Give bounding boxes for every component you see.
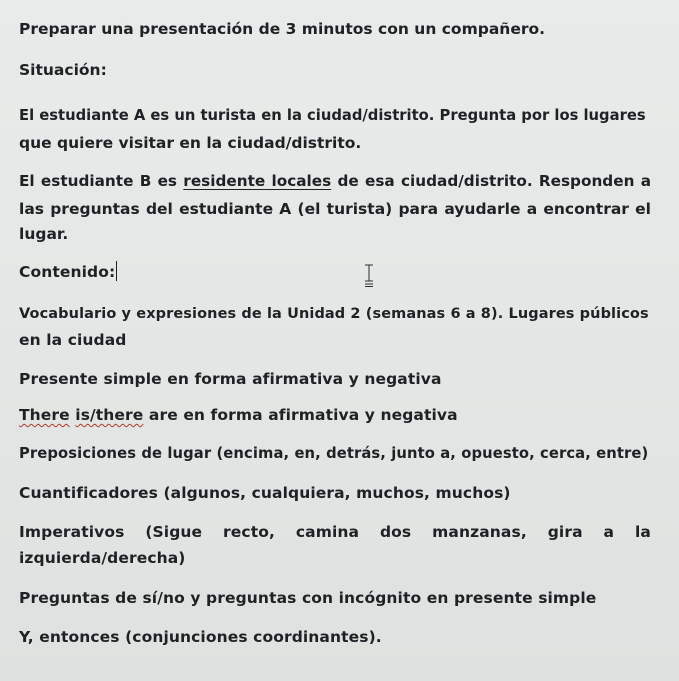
item-imperatives-line-1: Imperativos (Sigue recto, camina dos manzanas, gira a la (19, 523, 651, 541)
content-heading-label: Contenido: (19, 263, 116, 281)
item-vocabulary-line-1: Vocabulario y expresiones de la Unidad 2 (semanas 6 a 8). Lugares públicos (19, 306, 649, 322)
item-vocabulary-line-2: en la ciudad (19, 331, 127, 349)
item-quantifiers: Cuantificadores (algunos, cualquiera, muchos, muchos) (19, 484, 511, 502)
item-imperatives-line-2: izquierda/derecha) (19, 549, 186, 567)
item-conjunctions: Y, entonces (conjunciones coordinantes). (19, 628, 382, 646)
content-heading (19, 261, 651, 282)
spell-flagged-word: There (19, 406, 70, 424)
student-b-text: de esa ciudad/distrito. Responden a (331, 172, 651, 190)
text-cursor-icon (362, 264, 376, 290)
item-questions: Preguntas de sí/no y preguntas con incógnito en presente simple (19, 589, 597, 607)
item-there-is-rest: are en forma afirmativa y negativa (143, 406, 458, 424)
student-a-line-2: que quiere visitar en la ciudad/distrito. (19, 134, 362, 152)
situation-heading: Situación: (19, 61, 107, 79)
student-b-line-3: lugar. (19, 225, 69, 243)
item-prepositions: Preposiciones de lugar (encima, en, detrás, junto a, opuesto, cerca, entre) (19, 445, 649, 462)
student-a-line-1: El estudiante A es un turista en la ciudad/distrito. Pregunta por los lugares (19, 107, 646, 124)
student-b-text: El estudiante B es (19, 172, 184, 190)
student-b-line-1 (19, 171, 651, 191)
item-present-simple: Presente simple en forma afirmativa y negativa (19, 370, 442, 388)
student-b-line-2: las preguntas del estudiante A (el turista) para ayudarle a encontrar el (19, 200, 651, 218)
underlined-phrase: residente locales (183, 172, 332, 190)
document-title: Preparar una presentación de 3 minutos con un compañero. (19, 20, 546, 38)
item-there-is (19, 405, 651, 425)
spell-flagged-word: is/there (75, 406, 144, 424)
text-caret (116, 261, 117, 281)
